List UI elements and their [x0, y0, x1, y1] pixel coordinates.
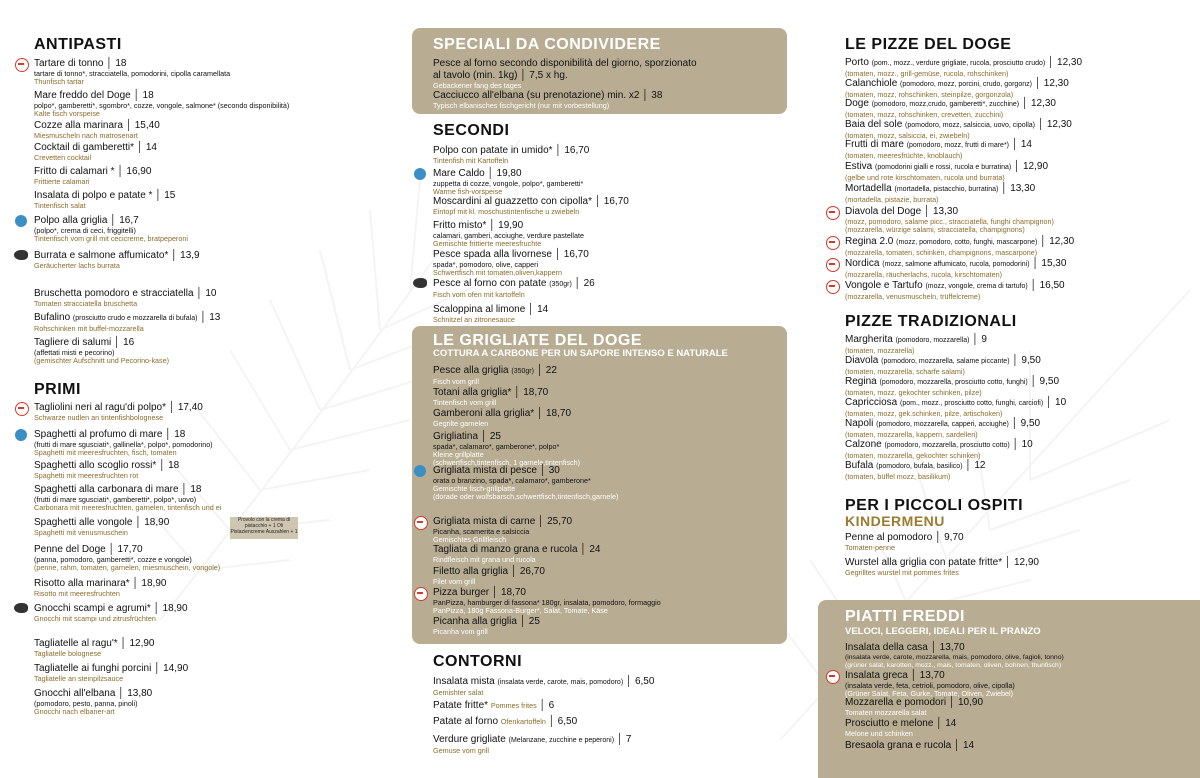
menu-item: Tagliatelle al ragu'* │ 12,90 Tagliatelle bolognese [34, 638, 155, 658]
best-seller-badge-icon [15, 429, 27, 441]
new-badge-icon [414, 516, 428, 530]
menu-item: Diavola (pomodoro, mozzarella, salame piccante) │ 9,50 (tomaten, mozzarella, scharfe salami) [845, 355, 1041, 376]
menu-item: Pesce al forno secondo disponibilità del giorno, sporzionato al tavolo (min. 1kg) │ 7,5 x hg. Gebackener fang des tages [433, 58, 697, 90]
menu-item: Totani alla griglia* │ 18,70 Tintenfisch vom grill [433, 387, 549, 407]
menu-item: Pizza burger │ 18,70 PanPizza, hamburger di fassona* 180gr, insalata, pomodoro, formaggio PanPizza, 180g Fassona-Burger*, Salat, Tomate, Käse [433, 587, 783, 615]
menu-item: Pesce spada alla livornese │ 16,70 spada*, pomodoro, olive, capperi Schwertfisch mit tomaten,oliven,kappern [433, 249, 589, 277]
menu-item: Cocktail di gamberetti* │ 14 Crevetten cocktail [34, 142, 157, 162]
menu-item: Baia del sole (pomodoro, mozz, salsiccia, uovo, cipolla) │ 12,30 (tomaten, mozz, salsiccia, ei, zwiebeln) [845, 119, 1072, 140]
best-seller-badge-icon [15, 215, 27, 227]
menu-item: Cozze alla marinara │ 15,40 Miesmuscheln nach matrosenart [34, 120, 160, 140]
new-badge-icon [414, 587, 428, 601]
menu-item: Wurstel alla griglia con patate fritte* │ 12,90 Gegrilltes wurstel mit pommes frites [845, 557, 1039, 577]
menu-item: Gnocchi scampi e agrumi* │ 18,90 Gnocchi mit scampi und zitrusfrüchten [34, 603, 364, 623]
menu-item: Nordica (mozz, salmone affumicato, rucola, pomodorini) │ 15,30 (mozzarella, räucherlachs, rucola, kirschtomaten) [845, 258, 1165, 279]
new-badge-icon [826, 670, 840, 684]
fish-icon [413, 278, 427, 288]
fish-icon [14, 250, 28, 260]
section-title-speciali: SPECIALI DA CONDIVIDERE [433, 36, 661, 53]
menu-item: Regina (pomodoro, mozzarella, prosciutto cotto, funghi) │ 9,50 (tomaten, mozz. gekochter schinken, pilze) [845, 376, 1060, 397]
menu-item: Bufala (pomodoro, bufala, basilico) │ 12 (tomaten, büffel mozz, basilikum) [845, 460, 986, 481]
menu-item: Fritto di calamari * │ 16,90 Frittierte calamari [34, 166, 152, 186]
menu-item: Napoli (pomodoro, mozzarella, capperi, acciughe) │ 9,50 (tomaten, mozzarella, kappern, sardellen) [845, 418, 1041, 439]
menu-item: Insalata mista (insalata verde, carote, mais, pomodoro) │ 6,50 Gemishter salat [433, 676, 655, 697]
menu-item: Pesce alla griglia (350gr) │ 22 Fisch vom grill [433, 365, 557, 386]
menu-item: Cacciucco all'elbana (su prenotazione) min. x2 │ 38 Typisch elbanisches fischgericht (nur mit vorbestellung) [433, 90, 663, 110]
menu-item: Diavola del Doge │ 13,30 (mozz, pomodoro, salame picc., stracciatella, funghi champignon) (mozzarella, würzige salami, stracciatella, champignons) [845, 206, 1165, 234]
menu-item: Bufalino (prosciutto crudo e mozzarella di bufala) │ 13 Rohschinken mit buffel-mozzarella [34, 312, 221, 333]
section-subtitle-kindermenu: KINDERMENU [845, 513, 945, 529]
menu-item: Insalata della casa │ 13,70 (insalata verde, carote, mozzarella, mais, pomodoro, olive, fagioli, tonno) (grüner salat, karotten, mozz., mais, tomaten, oliven, bohnen, thunfisch) [845, 642, 1064, 669]
menu-item: Frutti di mare (pomodoro, mozz, frutti di mare*) │ 14 (tomaten, meeresfrüchte, knoblauch) [845, 139, 1032, 160]
menu-item: Fritto misto* │ 19,90 calamari, gamberi, acciughe, verdure pastellate Gemischte frittierte meeresfruchte [433, 220, 585, 248]
menu-item: Patate al forno Ofenkartoffeln │ 6,50 [433, 716, 578, 727]
new-badge-icon [826, 280, 840, 294]
menu-item: Gamberoni alla griglia* │ 18,70 Gegrilte garnelen [433, 408, 572, 428]
menu-item: Mare Caldo │ 19,80 zuppetta di cozze, vongole, polpo*, gamberetti* Warme fish-vorspeise [433, 168, 783, 196]
section-title-grigliate: LE GRIGLIATE DEL DOGE [433, 332, 643, 349]
menu-item: Burrata e salmone affumicato* │ 13,9 Geräucherter lachs burrata [34, 250, 364, 270]
best-seller-badge-icon [414, 168, 426, 180]
new-badge-icon [826, 236, 840, 250]
section-title-piatti-freddi: PIATTI FREDDI [845, 608, 965, 625]
menu-item: Penne del Doge │ 17,70 (panna, pomodoro, gamberetti*, cozze e vongole) (penne, rahm, tomaten, garnelen, miesmuschein, vongole) [34, 544, 221, 572]
section-subtitle-grigliate: COTTURA A CARBONE PER UN SAPORE INTENSO E NATURALE [433, 348, 728, 359]
menu-item: Spaghetti alla carbonara di mare │ 18 (frutti di mare sgusciati*, gamberetti*, polpo*, uovo) Carbonara mit meeresfruchten, garnelen, tintenfisch und ei [34, 484, 222, 512]
menu-item: Risotto alla marinara* │ 18,90 Risotto mit meeresfruchten [34, 578, 167, 598]
menu-item: Grigliata mista di pesce │ 30 orata o branzino, spada*, calamaro*, gamberone* Gemischte fisch-grillplatte (dorade oder wolfsbarsch,schwertfisch,tintenfisch,garnele) [433, 465, 783, 501]
section-title-piccoli-ospiti: PER I PICCOLI OSPITI [845, 497, 1024, 514]
new-badge-icon [826, 258, 840, 272]
menu-item: Tagliere di salumi │ 16 (affettati misti e pecorino) (gemischter Aufschnitt und Pecorino-kase) [34, 337, 170, 365]
menu-item: Grigliatina │ 25 spada*, calamaro*, gamberone*, polpo* Kleine grillplatte (schwertfisch,tintenfisch, 1 garnele,tintenfisch) [433, 431, 581, 467]
section-title-primi: PRIMI [34, 381, 81, 398]
menu-item: Porto (pom., mozz., verdure grigliate, rucola, prosciutto crudo) │ 12,30 (tomaten, mozz., grill-gemüse, rucola, rohschinken) [845, 57, 1083, 78]
menu-item: Margherita (pomodoro, mozzarella) │ 9 (tomaten, mozzarella) [845, 334, 987, 355]
menu-item: Bresaola grana e rucola │ 14 [845, 740, 975, 751]
menu-item: Mare freddo del Doge │ 18 polpo*, gamberetti*, sgombro*, cozze, vongole, salmone* (secondo disponibilità) Kalte fisch vorspeise [34, 90, 290, 118]
menu-item: Tartare di tonno │ 18 tartare di tonno*, stracciatella, pomodorini, cipolla caramellata Thunfisch tartar [34, 58, 364, 86]
extra-note-box: Provolo con la crema di pistacchio + 1 Oli Pistaziencreme Auszahlen + 1 [230, 517, 298, 539]
menu-item: Pesce al forno con patate (350gr) │ 26 Fisch vom ofen mit kartoffeln [433, 278, 783, 299]
menu-item: Calzone (pomodoro, mozzarella, prosciutto cotto) │ 10 (tomaten, mozzarella, gekochter schinken) [845, 439, 1033, 460]
new-badge-icon [826, 206, 840, 220]
menu-item: Estiva (pomodorini gialli e rossi, rucola e burratina) │ 12,90 (gelbe und rote kirschtomaten, rucola und burrata) [845, 161, 1049, 182]
menu-item: Picanha alla griglia │ 25 Picanha vom grill [433, 616, 540, 636]
menu-item: Mozzarella e pomodori │ 10,90 Tomaten mozzarella salat [845, 697, 984, 717]
menu-item: Spaghetti allo scoglio rossi* │ 18 Spaghetti mit meeresfruchten rot [34, 460, 180, 480]
menu-item: Prosciutto e melone │ 14 Melone und schinken [845, 718, 957, 738]
section-title-antipasti: ANTIPASTI [34, 36, 122, 53]
menu-item: Regina 2.0 (mozz, pomodoro, cotto, funghi, mascarpone) │ 12,30 (mozzarella, tomaten, schinken, champignons, mascarpone) [845, 236, 1165, 257]
new-badge-icon [15, 58, 29, 72]
menu-item: Polpo con patate in umido* │ 16,70 Tintenfish mit Kartoffeln [433, 145, 590, 165]
menu-item: Mortadella (mortadella, pistacchio, burratina) │ 13,30 (mortadella, pistazie, burrata) [845, 183, 1036, 204]
menu-item: Verdure grigliate (Melanzane, zucchine e peperoni) │ 7 Gemuse vom grill [433, 734, 632, 755]
menu-item: Gnocchi all'elbana │ 13,80 (pomodoro, pesto, panna, pinoli) Gnocchi nach elbaner-art [34, 688, 153, 716]
fish-icon [14, 603, 28, 613]
menu-item: Penne al pomodoro │ 9,70 Tomaten-penne [845, 532, 964, 552]
menu-item: Tagliolini neri al ragu'di polpo* │ 17,40 Schwarze nudlen an tintenfishbolognese [34, 402, 364, 422]
menu-item: Tagliatelle ai funghi porcini │ 14,90 Tagliatelle an steinpilzsauce [34, 663, 189, 683]
section-title-pizze-tradizionali: PIZZE TRADIZIONALI [845, 313, 1017, 330]
menu-item: Insalata di polpo e patate * │ 15 Tintenfisch salat [34, 190, 176, 210]
menu-item: Tagliata di manzo grana e rucola │ 24 Rindfleisch mit grana und rucola [433, 544, 601, 564]
menu-item: Grigliata mista di carne │ 25,70 Picanha, scamerita e salsiccia Gemischtes Grillfleisch [433, 516, 783, 544]
menu-item: Spaghetti al profumo di mare │ 18 (frutti di mare sgusciati*, gallinella*, polpo*, pomodorino) Spaghetti mit meeresfruchten, fisch, tomaten [34, 429, 364, 457]
menu-item: Bruschetta pomodoro e stracciatella │ 10 Tomaten stracciatella bruschetta [34, 288, 217, 308]
menu-item: Capricciosa (pom., mozz., prosciutto cotto, funghi, carciofi) │ 10 (tomaten, mozz, gek.schinken, pilze, artischoken) [845, 397, 1067, 418]
section-title-pizze-doge: LE PIZZE DEL DOGE [845, 36, 1012, 53]
menu-item: Filetto alla griglia │ 26,70 Filet vom grill [433, 566, 545, 586]
menu-item: Insalata greca │ 13,70 (insalata verde, feta, cetrioli, pomodoro, olive, cipolla) (Grüner Salat, Feta, Gurke, Tomate, Oliven, Zwiebel) [845, 670, 1185, 698]
menu-item: Spaghetti alle vongole │ 18,90 Spaghetti mit venusmuschein [34, 517, 170, 537]
section-subtitle-piatti-freddi: VELOCI, LEGGERI, IDEALI PER IL PRANZO [845, 626, 1041, 637]
menu-item: Vongole e Tartufo (mozz, vongole, crema di tartufo) │ 16,50 (mozzarella, venusmuscheln, trüffelcreme) [845, 280, 1165, 301]
menu-item: Patate fritte* Pommes frites │ 6 [433, 700, 555, 711]
new-badge-icon [15, 402, 29, 416]
menu-item: Moscardini al guazzetto con cipolla* │ 16,70 Eintopf mit kl. moschustintenfische u zwiebeln [433, 196, 629, 216]
menu-item: Doge (pomodoro, mozz,crudo, gamberetti*, zucchine) │ 12,30 (tomaten, mozz, rohschinken, crevetten, zucchini) [845, 98, 1056, 119]
section-title-contorni: CONTORNI [433, 653, 523, 670]
menu-item: Scaloppina al limone │ 14 Schnitzel an zitronesauce [433, 304, 549, 324]
menu-item: Calanchiole (pomodoro, mozz, porcini, crudo, gorgonz) │ 12,30 (tomaten, mozz, rohschinken, steinpilze, gorgonzola) [845, 78, 1069, 99]
menu-item: Polpo alla griglia │ 16,7 (polpo*, crema di ceci, friggitelli) Tintenfisch vom grill mit cecicreme, bratpeperoni [34, 215, 364, 243]
best-seller-badge-icon [414, 465, 426, 477]
section-title-secondi: SECONDI [433, 122, 510, 139]
